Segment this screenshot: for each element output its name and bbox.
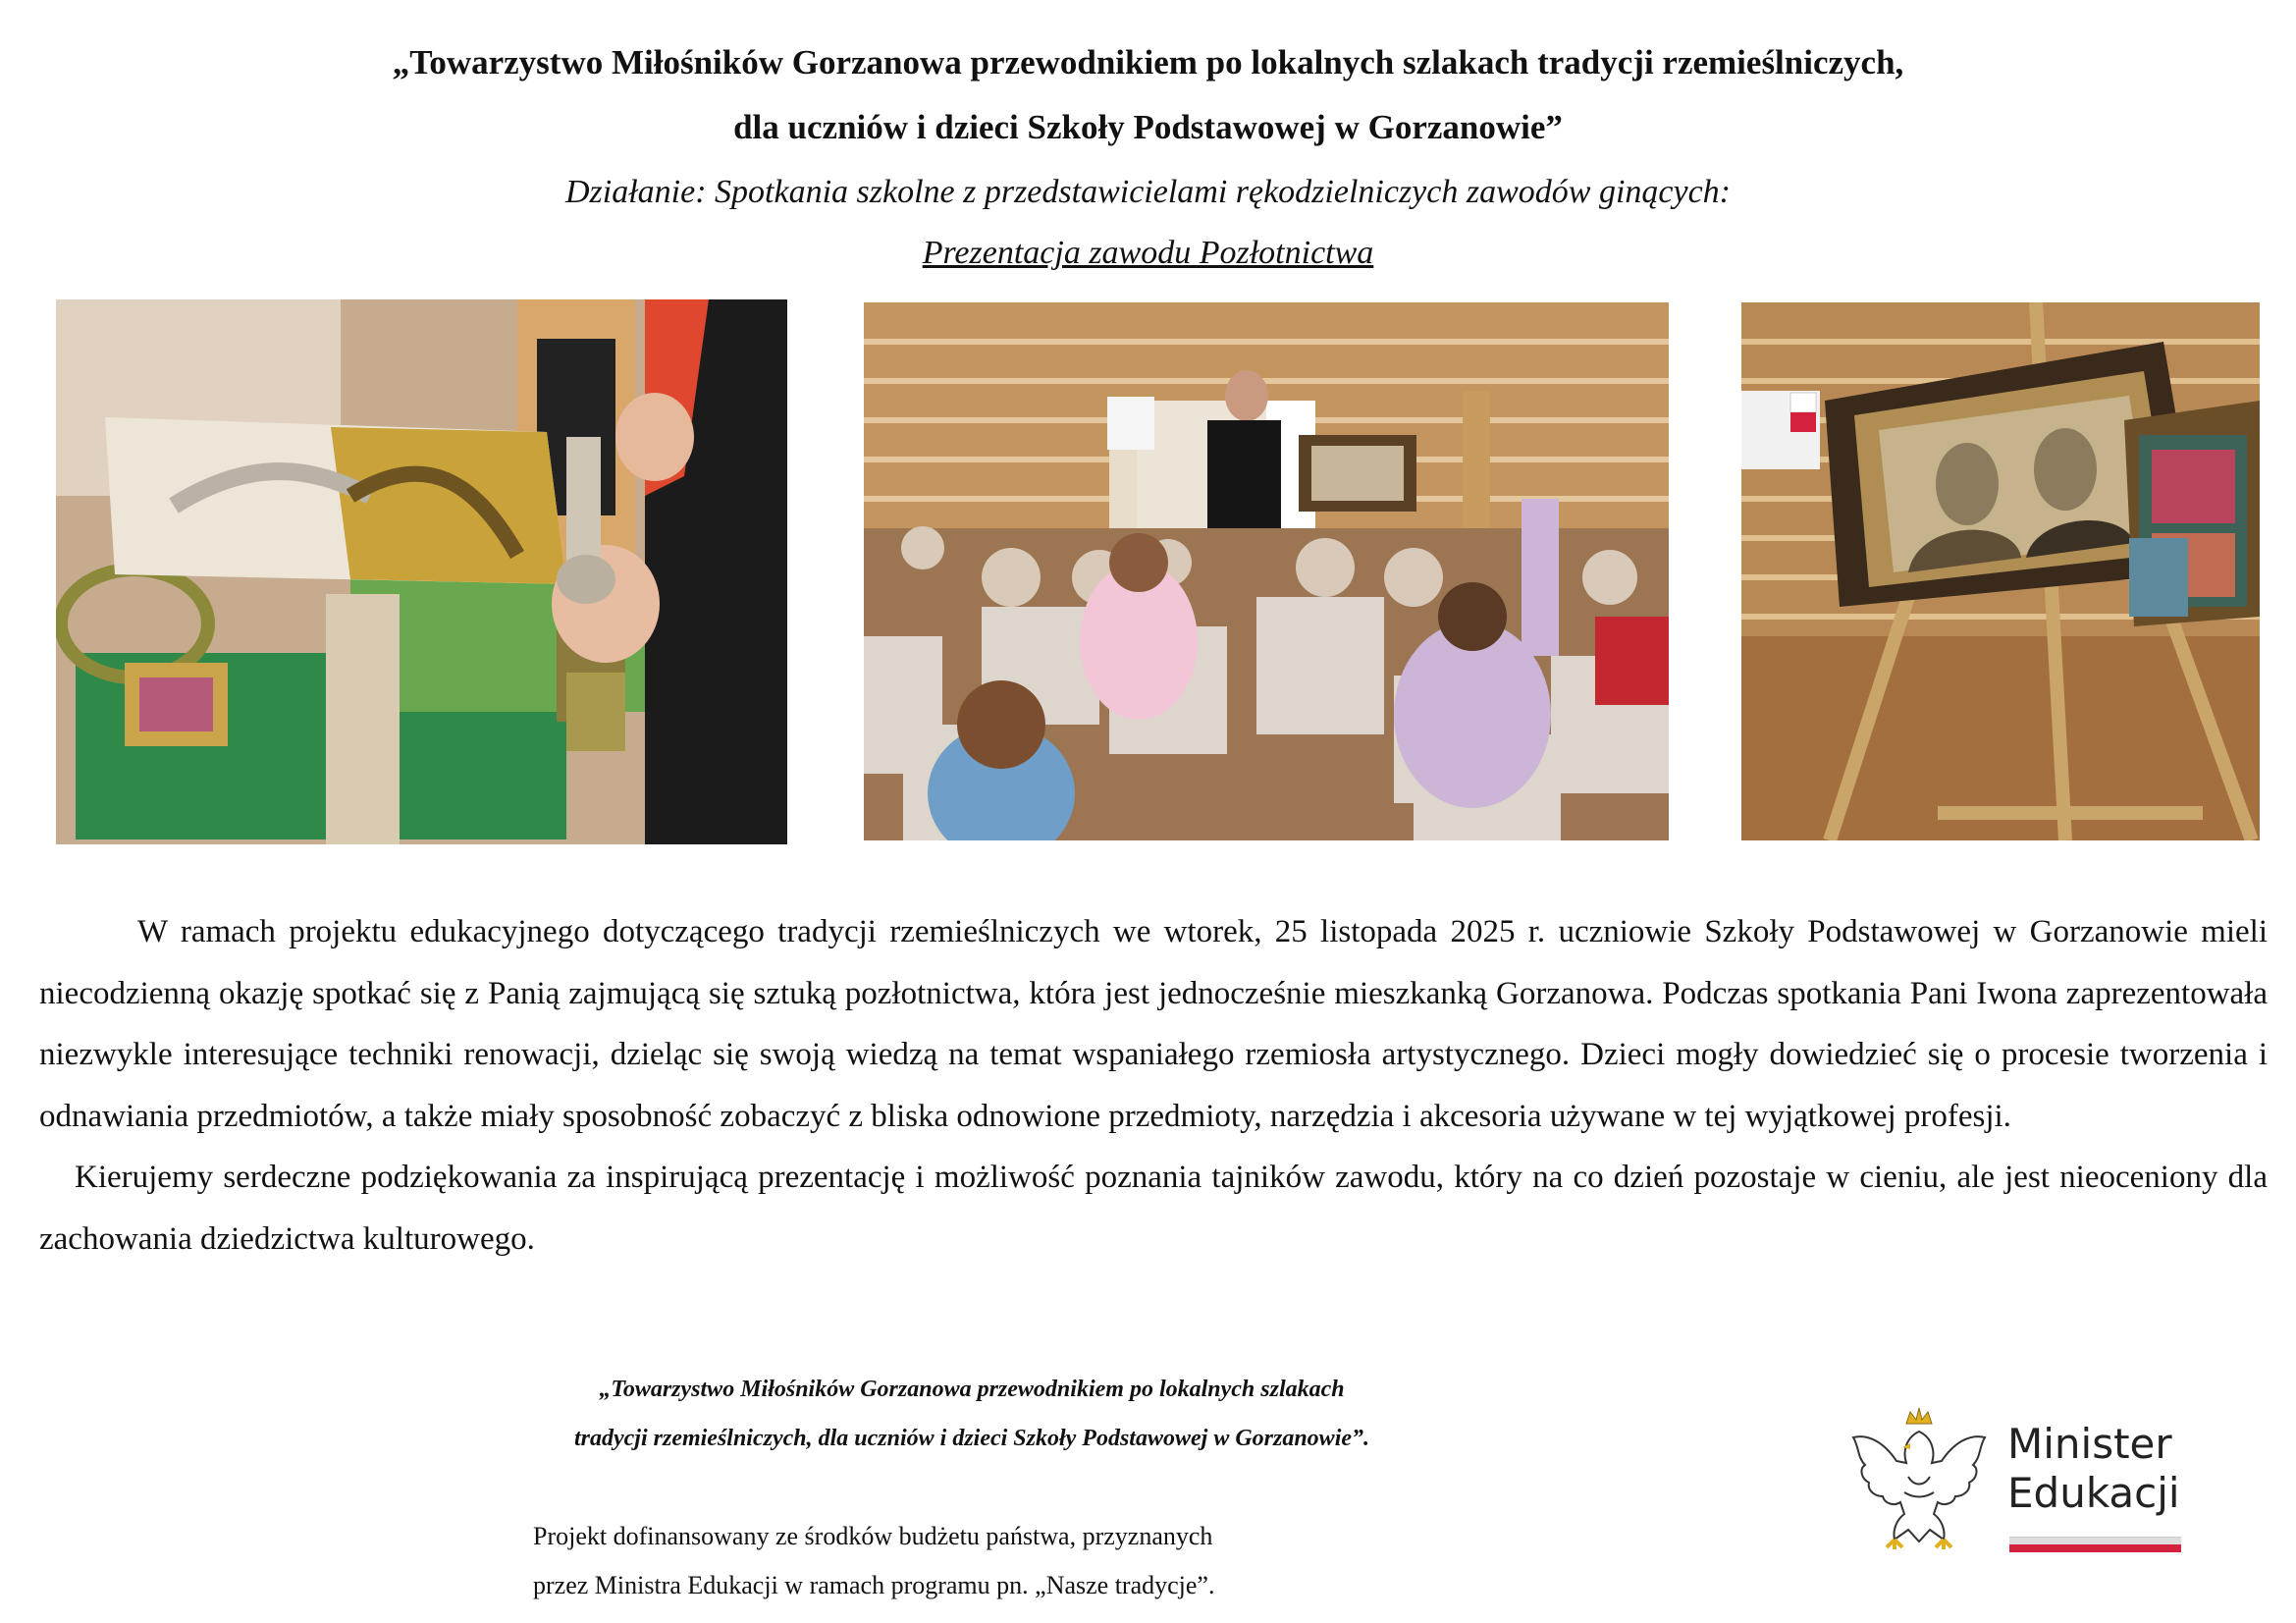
funding-note [533,1512,1214,1610]
ministry-logo [1845,1404,2199,1561]
flag-bar [2009,1537,2181,1552]
flag-red-stripe [2009,1544,2181,1552]
subtitle-activity: Działanie: Spotkania szkolne z przedstawicielami rękodzielniczych zawodów ginących: [565,174,1731,210]
polish-eagle-icon [1845,1404,1993,1551]
photo-classroom-presentation [864,302,1669,840]
title-line-2: dla uczniów i dzieci Szkoły Podstawowej w Gorzanowie” [733,108,1563,146]
ministry-name [2007,1420,2180,1518]
footer-project-title [432,1365,1512,1463]
article-paragraph-2: Kierujemy serdeczne podziękowania za inspirującą prezentację i możliwość poznania tajników zawodu, który na co dzień pozostaje w cieniu, ale jest nieoceniony dla zachowania dziedzictwa kulturowego. [39,1160,2268,1257]
title-line-1: „Towarzystwo Miłośników Gorzanowa przewodnikiem po lokalnych szlakach tradycji rzemieślniczych, [392,43,1904,81]
article-paragraph-1: W ramach projektu edukacyjnego dotyczącego tradycji rzemieślniczych we wtorek, 25 listopada 2025 r. uczniowie Szkoły Podstawowej w Gorzanowie mieli niecodzienną okazję spotkać się z Panią zajmującą się sztuką pozłotnictwa, która jest jednocześnie mieszkanką Gorzanowa. Podczas spotkania Pani Iwona zaprezentowała niezwykle interesujące techniki renowacji, dzieląc się swoją wiedzą na temat wspaniałego rzemiosła artystycznego. Dzieci mogły dowiedzieć się o procesie tworzenia i odnawiania przedmiotów, a także miały sposobność zobaczyć z bliska odnowione przedmioty, narzędzia i akcesoria używane w tej wyjątkowej profesji. [39,914,2268,1134]
photo-framed-portraits [1741,302,2260,840]
ministry-name-line-1: Minister [2007,1420,2172,1468]
photo-gilding-demo [56,299,787,844]
article-body [39,901,2268,1270]
funding-line-2: przez Ministra Edukacji w ramach programu pn. „Nasze tradycje”. [533,1571,1215,1599]
footer-project-line-2: tradycji rzemieślniczych, dla uczniów i dzieci Szkoły Podstawowej w Gorzanowie”. [573,1426,1370,1451]
flag-white-stripe [2009,1537,2181,1544]
subtitle-presentation: Prezentacja zawodu Pozłotnictwa [922,235,1374,271]
footer-project-line-1: „Towarzystwo Miłośników Gorzanowa przewodnikiem po lokalnych szlakach [599,1377,1345,1402]
ministry-name-line-2: Edukacji [2007,1469,2180,1517]
funding-line-1: Projekt dofinansowany ze środków budżetu państwa, przyznanych [533,1522,1213,1550]
